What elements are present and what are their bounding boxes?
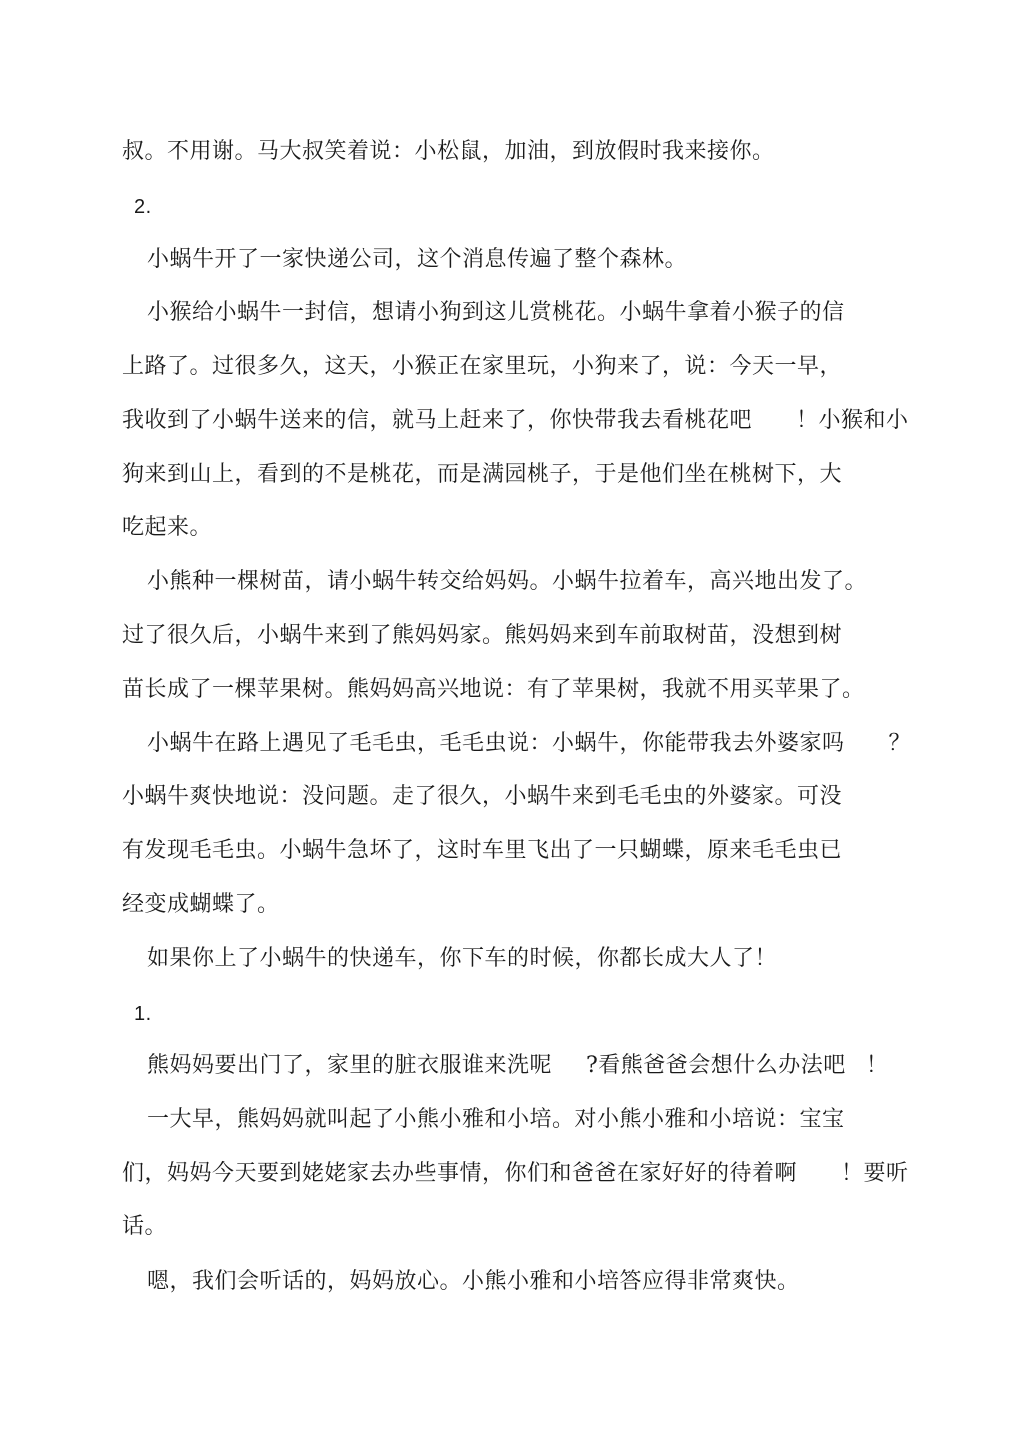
text-line: 过了很久后，小蜗牛来到了熊妈妈家。熊妈妈来到车前取树苗，没想到树 (122, 623, 843, 648)
text-line: 上路了。过很多久，这天，小猴正在家里玩，小狗来了，说：今天一早， (122, 354, 843, 379)
text-line: 叔。不用谢。马大叔笑着说：小松鼠，加油，到放假时我来接你。 (122, 139, 775, 164)
text-line: 小蜗牛爽快地说：没问题。走了很久，小蜗牛来到毛毛虫的外婆家。可没 (122, 784, 843, 809)
text-line: 苗长成了一棵苹果树。熊妈妈高兴地说：有了苹果树，我就不用买苹果了。 (122, 677, 865, 702)
text-segment: 小蜗牛在路上遇见了毛毛虫，毛毛虫说：小蜗牛，你能带我去外婆家吗 (147, 731, 845, 756)
text-segment: ！ (865, 1053, 889, 1078)
text-segment: 熊妈妈要出门了，家里的脏衣服谁来洗呢 (147, 1053, 553, 1078)
paragraph-start: 小蜗牛开了一家快递公司，这个消息传遍了整个森林。 (147, 247, 688, 272)
text-segment: ！要听 (841, 1161, 909, 1186)
text-line (122, 406, 909, 436)
text-segment: ！小猴和小 (796, 408, 909, 433)
section-number: 1. (134, 1003, 152, 1025)
paragraph-start: 一大早，熊妈妈就叫起了小熊小雅和小培。对小熊小雅和小培说：宝宝 (147, 1107, 845, 1132)
text-segment: ?看熊爸爸会想什么办法吧 (586, 1053, 846, 1078)
text-line: 狗来到山上，看到的不是桃花，而是满园桃子，于是他们坐在桃树下，大 (122, 462, 843, 487)
text-segment: 们，妈妈今天要到姥姥家去办些事情，你们和爸爸在家好好的待着啊 (122, 1161, 798, 1186)
text-line: 经变成蝴蝶了。 (122, 892, 280, 917)
paragraph-start (147, 1051, 888, 1081)
paragraph-start (147, 729, 911, 759)
paragraph-start: 嗯，我们会听话的，妈妈放心。小熊小雅和小培答应得非常爽快。 (147, 1269, 800, 1294)
text-line (122, 1159, 909, 1189)
text-segment: ？ (888, 731, 912, 756)
paragraph-start: 小猴给小蜗牛一封信，想请小狗到这儿赏桃花。小蜗牛拿着小猴子的信 (147, 300, 845, 325)
paragraph-start: 小熊种一棵树苗，请小蜗牛转交给妈妈。小蜗牛拉着车，高兴地出发了。 (147, 569, 868, 594)
text-line: 话。 (122, 1214, 168, 1239)
text-line: 有发现毛毛虫。小蜗牛急坏了，这时车里飞出了一只蝴蝶，原来毛毛虫已 (122, 838, 843, 863)
paragraph-start: 如果你上了小蜗牛的快递车，你下车的时候，你都长成大人了！ (147, 946, 778, 971)
text-line: 吃起来。 (122, 515, 213, 540)
text-segment: 我收到了小蜗牛送来的信，就马上赶来了，你快带我去看桃花吧 (122, 408, 753, 433)
section-number: 2. (134, 196, 152, 218)
